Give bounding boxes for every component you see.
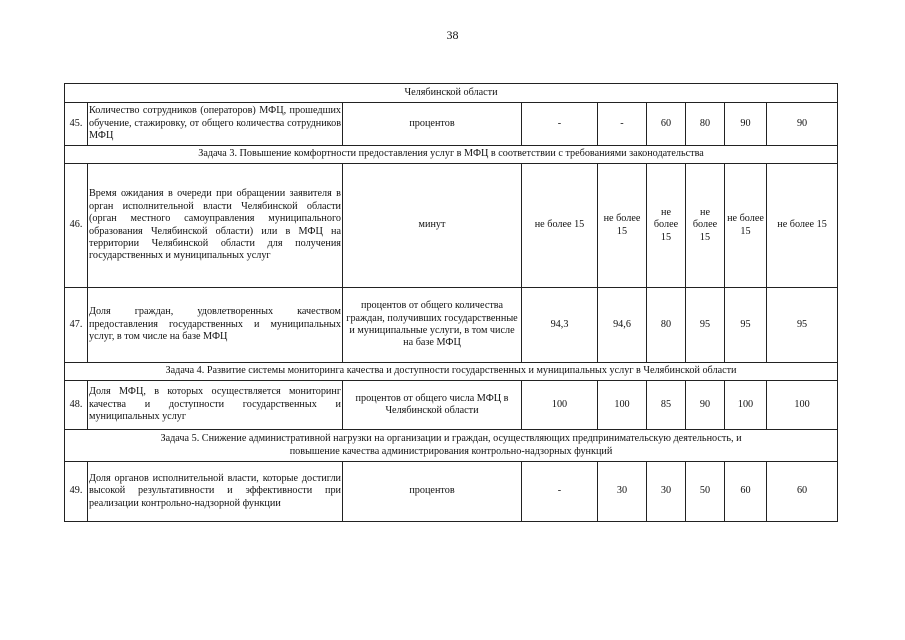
- value-cell: -: [522, 103, 598, 146]
- value-cell: 80: [647, 288, 686, 363]
- value-cell: 50: [686, 462, 725, 522]
- value-cell: 100: [598, 381, 647, 430]
- value-cell: 90: [686, 381, 725, 430]
- value-cell: 94,3: [522, 288, 598, 363]
- row-number: 45.: [65, 103, 88, 146]
- value-cell: -: [598, 103, 647, 146]
- unit-cell: процентов: [343, 103, 522, 146]
- row-number: 47.: [65, 288, 88, 363]
- table-row: [65, 103, 838, 146]
- value-cell: 60: [647, 103, 686, 146]
- indicator-name: Доля граждан, удовлетворенных качеством предоставления государственных и муниципальных услуг, в том числе на базе МФЦ: [88, 288, 343, 363]
- value-cell: 30: [598, 462, 647, 522]
- value-cell: не более 15: [598, 164, 647, 288]
- unit-cell: процентов от общего числа МФЦ в Челябинской области: [343, 381, 522, 430]
- value-cell: -: [522, 462, 598, 522]
- value-cell: не более 15: [767, 164, 838, 288]
- table-row: [65, 164, 838, 288]
- unit-cell: процентов от общего количества граждан, получивших государственные и муниципальные услуги, в том числе на базе МФЦ: [343, 288, 522, 363]
- value-cell: не более 15: [686, 164, 725, 288]
- indicator-name: Время ожидания в очереди при обращении заявителя в орган исполнительной власти Челябинской области (орган местного самоуправления муниципального образования Челябинской области) или в МФЦ на территории Челябинской области для получения государственных и муниципальных услуг: [88, 164, 343, 288]
- task-row: [65, 363, 838, 381]
- value-cell: 95: [767, 288, 838, 363]
- table-row: [65, 381, 838, 430]
- value-cell: 60: [767, 462, 838, 522]
- value-cell: не более 15: [725, 164, 767, 288]
- value-cell: 95: [725, 288, 767, 363]
- value-cell: 85: [647, 381, 686, 430]
- row-number: 46.: [65, 164, 88, 288]
- table-row: [65, 462, 838, 522]
- task-heading: Задача 4. Развитие системы мониторинга качества и доступности государственных и муниципальных услуг в Челябинской области: [65, 363, 838, 381]
- task-row: [65, 430, 838, 462]
- value-cell: 94,6: [598, 288, 647, 363]
- task-heading-line: Задача 5. Снижение административной нагрузки на организации и граждан, осуществляющих предпринимательскую деятельность, и: [160, 433, 742, 445]
- value-cell: 100: [725, 381, 767, 430]
- indicator-name: Количество сотрудников (операторов) МФЦ, прошедших обучение, стажировку, от общего количества сотрудников МФЦ: [88, 103, 343, 146]
- value-cell: не более 15: [647, 164, 686, 288]
- unit-cell: минут: [343, 164, 522, 288]
- task-row: [65, 146, 838, 164]
- indicator-name: Доля органов исполнительной власти, которые достигли высокой результативности и эффективности при реализации контрольно-надзорной функции: [88, 462, 343, 522]
- row-number: 48.: [65, 381, 88, 430]
- region-header: Челябинской области: [65, 84, 838, 103]
- value-cell: 30: [647, 462, 686, 522]
- value-cell: 100: [767, 381, 838, 430]
- task-heading-line: повышение качества администрирования контрольно-надзорных функций: [289, 445, 613, 457]
- value-cell: 90: [767, 103, 838, 146]
- value-cell: 100: [522, 381, 598, 430]
- unit-cell: процентов: [343, 462, 522, 522]
- continuation-row: [65, 84, 838, 103]
- indicators-table: [64, 83, 838, 522]
- task-heading: Задача 3. Повышение комфортности предоставления услуг в МФЦ в соответствии с требованиями законодательства: [65, 146, 838, 164]
- table-row: [65, 288, 838, 363]
- indicator-name: Доля МФЦ, в которых осуществляется мониторинг качества и доступности государственных и муниципальных услуг: [88, 381, 343, 430]
- value-cell: 80: [686, 103, 725, 146]
- row-number: 49.: [65, 462, 88, 522]
- page-number: 38: [446, 28, 459, 42]
- value-cell: 95: [686, 288, 725, 363]
- task-heading: [65, 430, 838, 462]
- value-cell: 90: [725, 103, 767, 146]
- value-cell: 60: [725, 462, 767, 522]
- value-cell: не более 15: [522, 164, 598, 288]
